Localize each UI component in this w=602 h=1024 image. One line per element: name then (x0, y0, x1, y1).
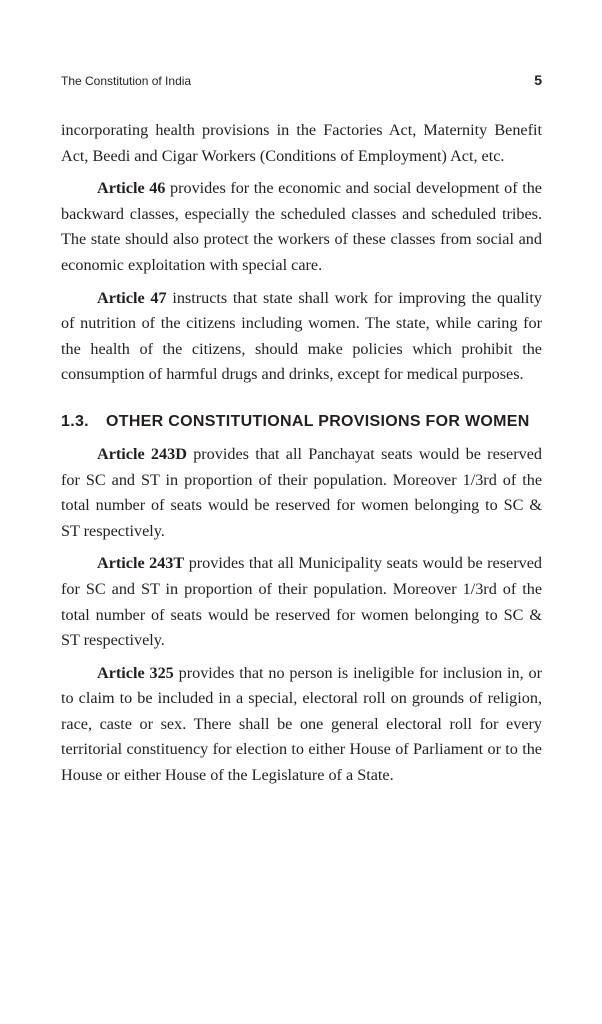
article-reference: Article 243D (97, 444, 187, 463)
paragraph-article-243t (61, 551, 542, 653)
running-title: The Constitution of India (61, 74, 192, 88)
paragraph-text: instructs that state shall work for improving the quality of nutrition of the citizens including women. The state, while caring for the health of the citizens, should make policies which prohibit the consumption of harmful drugs and drinks, except for medical purposes. (61, 288, 543, 384)
paragraph-text: provides that all Panchayat seats would be reserved for SC and ST in proportion of their population. Moreover 1/3rd of the total number of seats would be reserved for women belonging to SC & ST respectively. (61, 444, 542, 540)
paragraph-article-47 (61, 286, 542, 388)
article-reference: Article 243T (97, 554, 185, 573)
article-reference: Article 47 (97, 288, 167, 307)
running-header (61, 72, 542, 92)
article-reference: Article 46 (97, 179, 166, 198)
paragraph-article-46 (61, 176, 542, 278)
paragraph-article-243d (61, 442, 542, 544)
paragraph-continuation (61, 118, 542, 169)
page-number: 5 (534, 72, 542, 88)
section-title: OTHER CONSTITUTIONAL PROVISIONS FOR WOMEN (106, 412, 530, 430)
article-reference: Article 325 (97, 663, 174, 682)
paragraph-text: provides that no person is ineligible for inclusion in, or to claim to be included in a special, electoral roll on grounds of religion, race, caste or sex. There shall be one general electoral roll for every territorial constituency for election to either House of Parliament or to the House or either House of the Legislature of a State. (61, 663, 542, 785)
body-text (61, 118, 542, 789)
section-number: 1.3. (61, 412, 89, 430)
paragraph-article-325 (61, 661, 542, 789)
section-heading (61, 412, 542, 432)
paragraph-text: provides that all Municipality seats would be reserved for SC and ST in proportion of their population. Moreover 1/3rd of the total number of seats would be reserved for women belonging to SC & ST respectively. (61, 554, 542, 650)
paragraph-text: incorporating health provisions in the Factories Act, Maternity Benefit Act, Beedi and Cigar Workers (Conditions of Employment) Act, etc. (61, 121, 542, 165)
paragraph-text: provides for the economic and social development of the backward classes, especially the scheduled classes and scheduled tribes. The state should also protect the workers of these classes from social and economic exploitation with special care. (61, 179, 542, 274)
